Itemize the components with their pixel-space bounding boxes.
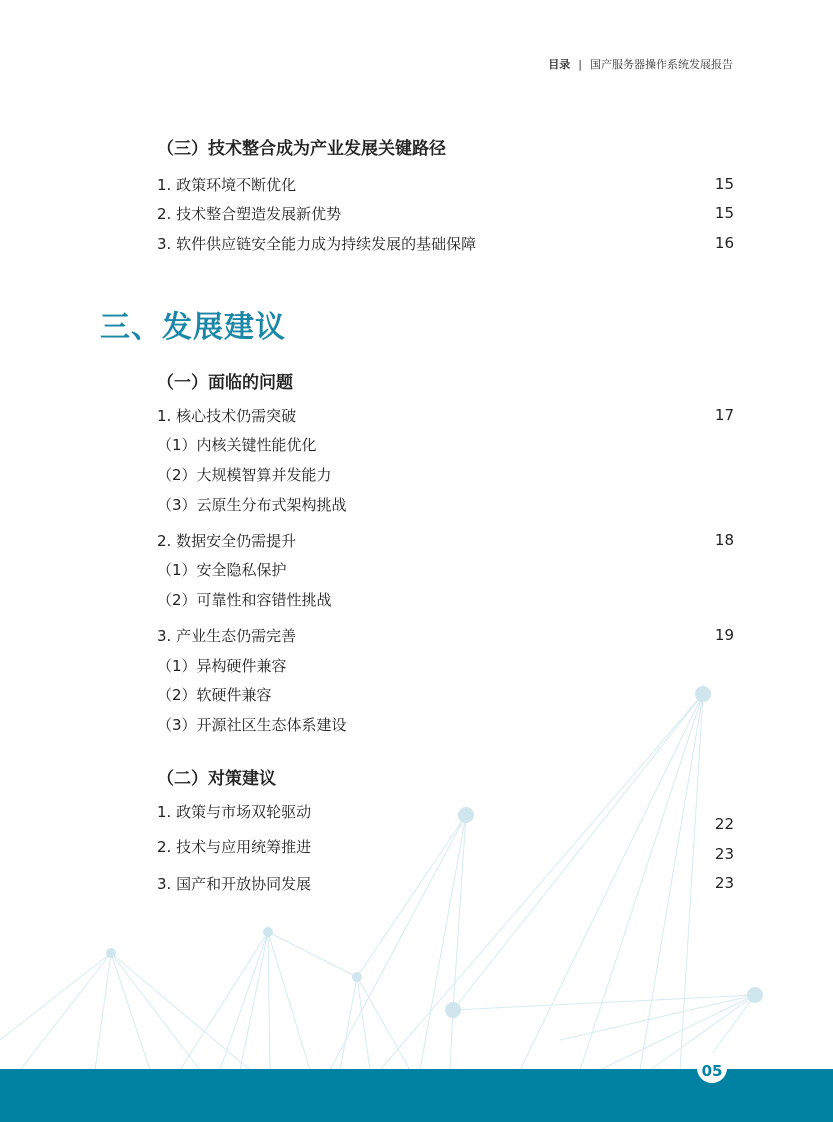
toc-subentry[interactable]: （1）异构硬件兼容 xyxy=(157,657,287,675)
toc-entry[interactable]: 3. 软件供应链安全能力成为持续发展的基础保障 xyxy=(157,235,477,253)
page-number: 05 xyxy=(701,1062,723,1080)
toc-subentry[interactable]: （2）可靠性和容错性挑战 xyxy=(157,591,332,609)
toc-entry[interactable]: 1. 政策与市场双轮驱动 xyxy=(157,803,312,821)
toc-subentry[interactable]: （2）软硬件兼容 xyxy=(157,686,272,704)
toc-subentry[interactable]: （3）开源社区生态体系建设 xyxy=(157,716,347,734)
toc-page-number: 15 xyxy=(714,204,734,222)
toc-subentry[interactable]: （1）安全隐私保护 xyxy=(157,561,287,579)
subsection-title: （二）对策建议 xyxy=(157,769,276,789)
header-title: 国产服务器操作系统发展报告 xyxy=(590,58,733,71)
toc-page-number: 18 xyxy=(714,531,734,549)
toc-page-number: 23 xyxy=(714,874,734,892)
header-separator: | xyxy=(578,58,582,71)
toc-page-number: 22 xyxy=(714,815,734,833)
toc-page-number: 15 xyxy=(714,175,734,193)
toc-entry[interactable]: 2. 技术整合塑造发展新优势 xyxy=(157,205,342,223)
toc-subentry[interactable]: （2）大规模智算并发能力 xyxy=(157,466,332,484)
toc-subentry[interactable]: （1）内核关键性能优化 xyxy=(157,436,317,454)
toc-page-number: 19 xyxy=(714,626,734,644)
toc-entry[interactable]: 2. 技术与应用统筹推进 xyxy=(157,838,312,856)
toc-entry[interactable]: 3. 产业生态仍需完善 xyxy=(157,627,297,645)
toc-entry[interactable]: 2. 数据安全仍需提升 xyxy=(157,532,297,550)
toc-page-number: 17 xyxy=(714,406,734,424)
toc-subentry[interactable]: （3）云原生分布式架构挑战 xyxy=(157,496,347,514)
header-section: 目录 xyxy=(548,58,571,71)
subsection-title: （一）面临的问题 xyxy=(157,373,293,393)
toc-entry[interactable]: 1. 政策环境不断优化 xyxy=(157,176,297,194)
toc-entry[interactable]: 3. 国产和开放协同发展 xyxy=(157,875,312,893)
running-header xyxy=(548,56,733,72)
subsection-title: （三）技术整合成为产业发展关键路径 xyxy=(157,139,446,159)
chapter-title: 三、发展建议 xyxy=(100,310,286,345)
toc-page-number: 16 xyxy=(714,234,734,252)
toc-entry[interactable]: 1. 核心技术仍需突破 xyxy=(157,407,297,425)
toc-page-number: 23 xyxy=(714,845,734,863)
